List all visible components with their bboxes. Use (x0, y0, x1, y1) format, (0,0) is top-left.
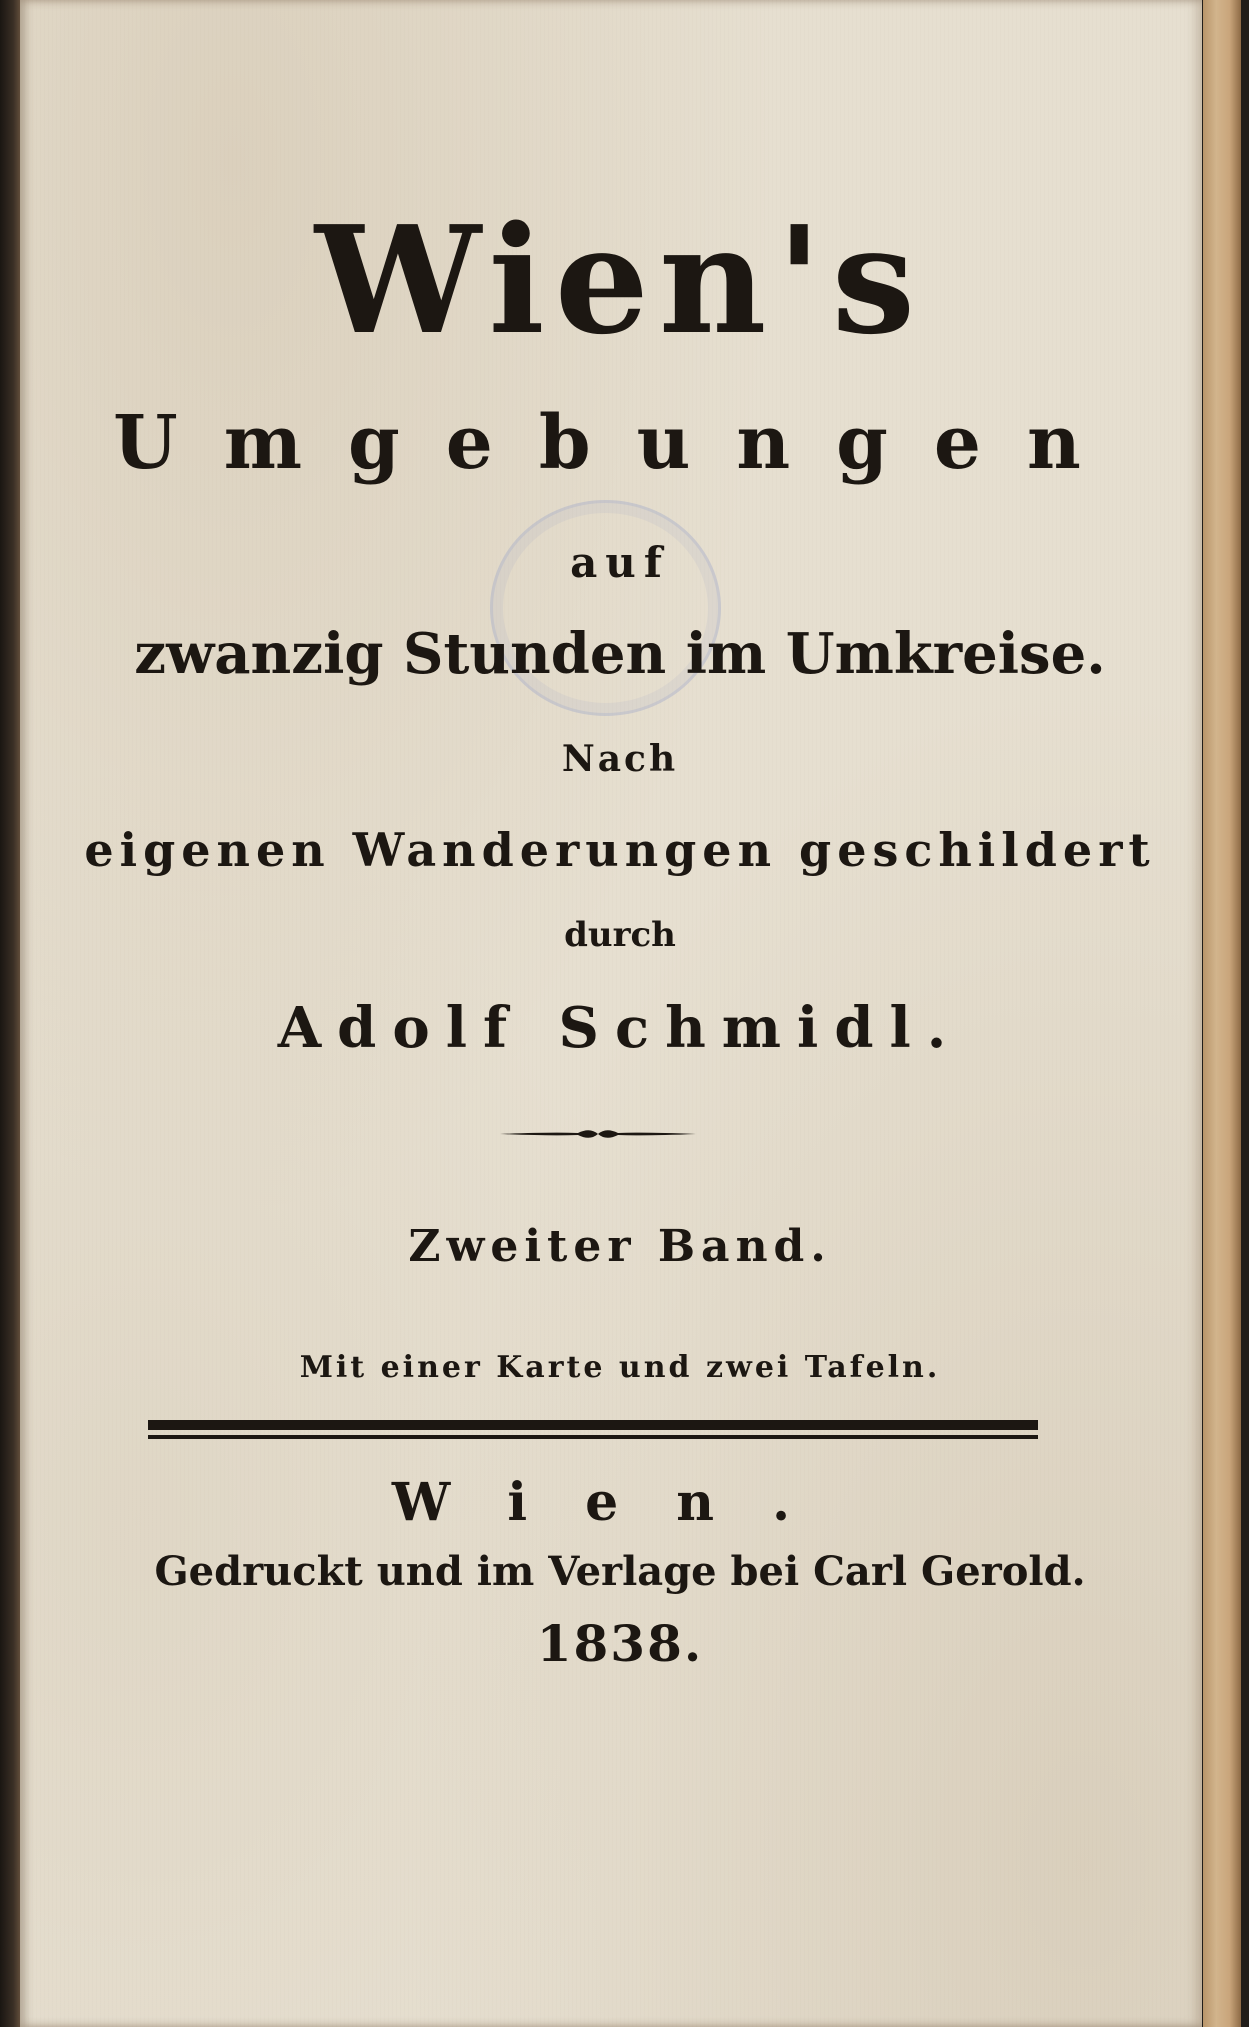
title-umgebungen: Umgebungen (113, 400, 1127, 486)
binding-shadow (0, 0, 22, 2027)
author-name: Adolf Schmidl. (277, 995, 963, 1061)
volume-label: Zweiter Band. (408, 1221, 832, 1272)
line-nach: Nach (561, 738, 679, 780)
title-page (20, 0, 1202, 2027)
imprint-place: Wien. (391, 1472, 849, 1533)
line-eigenen-wanderungen: eigenen Wanderungen geschildert (84, 823, 1156, 877)
line-zwanzig-stunden: zwanzig Stunden im Umkreise. (134, 621, 1106, 687)
double-rule (148, 1418, 1038, 1444)
title-wiens: Wien's (314, 193, 926, 367)
ornament-divider (500, 1124, 696, 1144)
imprint-publisher: Gedruckt und im Verlage bei Carl Gerold. (154, 1548, 1086, 1595)
imprint-year: 1838. (536, 1614, 704, 1673)
page-edge (1203, 0, 1241, 2027)
line-durch: durch (564, 915, 676, 955)
illustrations-note: Mit einer Karte und zwei Tafeln. (299, 1350, 941, 1385)
line-auf: auf (570, 538, 670, 587)
